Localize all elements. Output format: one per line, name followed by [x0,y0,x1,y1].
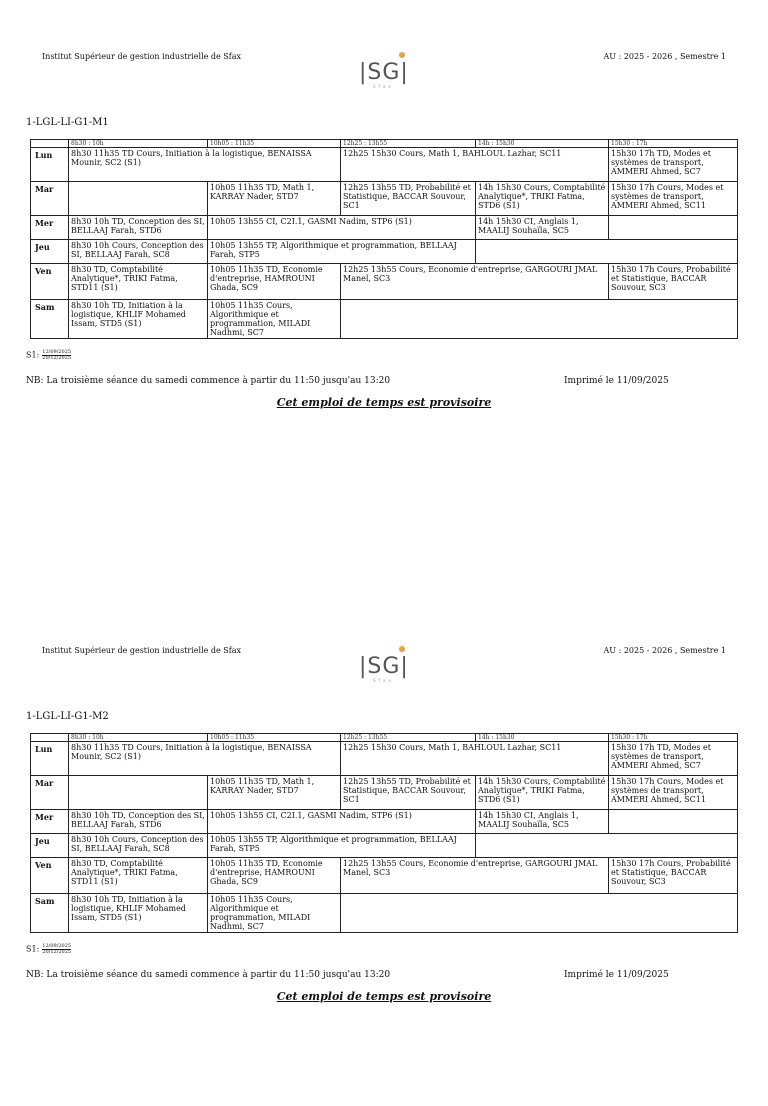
session-cell: 15h30 17h Cours, Probabilité et Statistique, BACCAR Souvour, SC3 [609,264,738,300]
slot-header-row: 8h30 : 10h 10h05 : 11h35 12h25 : 13h55 14h : 15h30 15h30 : 17h [31,734,738,742]
session-cell: 8h30 11h35 TD Cours, Initiation à la logistique, BENAISSA Mounir, SC2 (S1) [69,742,341,776]
group-title: 1-LGL-LI-G1-M2 [26,711,109,722]
session-cell: 8h30 10h Cours, Conception des SI, BELLAAJ Farah, SC8 [69,240,208,264]
session-cell: 10h05 11h35 Cours, Algorithmique et programmation, MILADI Nadhmi, SC7 [208,300,341,339]
row-jeu: Jeu 8h30 10h Cours, Conception des SI, BELLAAJ Farah, SC8 10h05 13h55 TP, Algorithmique et programmation, BELLAAJ Farah, STP5 [31,240,738,264]
row-ven: Ven 8h30 TD, Comptabilité Analytique*, TRIKI Fatma, STD11 (S1) 10h05 11h35 TD, Economie d'entreprise, HAMROUNI Ghada, SC9 12h25 13h55 Cours, Economie d'entreprise, GARGOURI JMAL Manel, SC3 15h30 17h Cours, Probabilité et Statistique, BACCAR Souvour, SC3 [31,858,738,894]
session-cell: 8h30 11h35 TD Cours, Initiation à la logistique, BENAISSA Mounir, SC2 (S1) [69,148,341,182]
isgis-logo: |SG| Sfax [359,650,409,684]
timetable-sheet-2 [0,594,768,1106]
provisional-notice: Cet emploi de temps est provisoire [276,990,492,1003]
row-mer: Mer 8h30 10h TD, Conception des SI, BELLAAJ Farah, STD6 10h05 13h55 CI, C2I.1, GASMI Nadim, STP6 (S1) 14h 15h30 CI, Anglais 1, MAALIJ Souhaïla, SC5 [31,216,738,240]
session-cell: 10h05 11h35 Cours, Algorithmique et programmation, MILADI Nadhmi, SC7 [208,894,341,933]
row-mar: Mar 10h05 11h35 TD, Math 1, KARRAY Nader, STD7 12h25 13h55 TD, Probabilité et Statistique, BACCAR Souvour, SC1 14h 15h30 Cours, Comptabilité Analytique*, TRIKI Fatma, STD6 (S1) 15h30 17h Cours, Modes et systèmes de transport, AMMERI Ahmed, SC11 [31,776,738,810]
session-cell: 14h 15h30 CI, Anglais 1, MAALIJ Souhaïla, SC5 [476,810,609,834]
session-cell: 10h05 13h55 TP, Algorithmique et programmation, BELLAAJ Farah, STP5 [208,240,476,264]
row-mar: Mar 10h05 11h35 TD, Math 1, KARRAY Nader, STD7 12h25 13h55 TD, Probabilité et Statistique, BACCAR Souvour, SC1 14h 15h30 Cours, Comptabilité Analytique*, TRIKI Fatma, STD6 (S1) 15h30 17h Cours, Modes et systèmes de transport, AMMERI Ahmed, SC11 [31,182,738,216]
session-cell: 10h05 11h35 TD, Math 1, KARRAY Nader, STD7 [208,182,341,216]
provisional-notice: Cet emploi de temps est provisoire [276,396,492,409]
row-sam: Sam 8h30 10h TD, Initiation à la logistique, KHLIF Mohamed Issam, STD5 (S1) 10h05 11h35 Cours, Algorithmique et programmation, MILADI Nadhmi, SC7 [31,300,738,339]
session-cell: 15h30 17h Cours, Probabilité et Statistique, BACCAR Souvour, SC3 [609,858,738,894]
row-ven: Ven 8h30 TD, Comptabilité Analytique*, TRIKI Fatma, STD11 (S1) 10h05 11h35 TD, Economie d'entreprise, HAMROUNI Ghada, SC9 12h25 13h55 Cours, Economie d'entreprise, GARGOURI JMAL Manel, SC3 15h30 17h Cours, Probabilité et Statistique, BACCAR Souvour, SC3 [31,264,738,300]
session-cell: 15h30 17h Cours, Modes et systèmes de transport, AMMERI Ahmed, SC11 [609,776,738,810]
session-cell: 10h05 13h55 TP, Algorithmique et programmation, BELLAAJ Farah, STP5 [208,834,476,858]
row-lun: Lun 8h30 11h35 TD Cours, Initiation à la logistique, BENAISSA Mounir, SC2 (S1) 12h25 15h30 Cours, Math 1, BAHLOUL Lazhar, SC11 15h30 17h TD, Modes et systèmes de transport, AMMERI Ahmed, SC7 [31,742,738,776]
session-cell: 14h 15h30 Cours, Comptabilité Analytique*, TRIKI Fatma, STD6 (S1) [476,182,609,216]
group-title: 1-LGL-LI-G1-M1 [26,117,109,128]
session-cell: 12h25 13h55 TD, Probabilité et Statistique, BACCAR Souvour, SC1 [341,776,476,810]
session-cell: 12h25 15h30 Cours, Math 1, BAHLOUL Lazhar, SC11 [341,742,609,776]
institute-name: Institut Supérieur de gestion industrielle de Sfax [42,52,242,61]
session-cell: 8h30 10h TD, Conception des SI, BELLAAJ Farah, STD6 [69,216,208,240]
note: NB: La troisième séance du samedi commence à partir du 11:50 jusqu'au 13:20 [26,376,391,386]
session-cell: 12h25 13h55 TD, Probabilité et Statistique, BACCAR Souvour, SC1 [341,182,476,216]
note: NB: La troisième séance du samedi commence à partir du 11:50 jusqu'au 13:20 [26,970,391,980]
semester-dates: S1: $\frac{12/09/2025}{20/12/2025}$ [26,943,72,955]
session-cell: 14h 15h30 CI, Anglais 1, MAALIJ Souhaïla, SC5 [476,216,609,240]
slot-header-row: 8h30 : 10h 10h05 : 11h35 12h25 : 13h55 14h : 15h30 15h30 : 17h [31,140,738,148]
session-cell: 15h30 17h Cours, Modes et systèmes de transport, AMMERI Ahmed, SC11 [609,182,738,216]
institute-name: Institut Supérieur de gestion industrielle de Sfax [42,646,242,655]
session-cell: 12h25 13h55 Cours, Economie d'entreprise, GARGOURI JMAL Manel, SC3 [341,858,609,894]
session-cell: 8h30 10h TD, Initiation à la logistique, KHLIF Mohamed Issam, STD5 (S1) [69,894,208,933]
academic-year: AU : 2025 - 2026 , Semestre 1 [603,646,726,655]
row-sam: Sam 8h30 10h TD, Initiation à la logistique, KHLIF Mohamed Issam, STD5 (S1) 10h05 11h35 Cours, Algorithmique et programmation, MILADI Nadhmi, SC7 [31,894,738,933]
session-cell: 12h25 13h55 Cours, Economie d'entreprise, GARGOURI JMAL Manel, SC3 [341,264,609,300]
session-cell: 10h05 11h35 TD, Math 1, KARRAY Nader, STD7 [208,776,341,810]
timetable-sheet-1 [0,0,768,512]
session-cell: 8h30 TD, Comptabilité Analytique*, TRIKI Fatma, STD11 (S1) [69,858,208,894]
row-jeu: Jeu 8h30 10h Cours, Conception des SI, BELLAAJ Farah, SC8 10h05 13h55 TP, Algorithmique et programmation, BELLAAJ Farah, STP5 [31,834,738,858]
printed-date: Imprimé le 11/09/2025 [564,970,669,980]
session-cell: 10h05 13h55 CI, C2I.1, GASMI Nadim, STP6 (S1) [208,810,476,834]
session-cell: 15h30 17h TD, Modes et systèmes de transport, AMMERI Ahmed, SC7 [609,148,738,182]
row-lun: Lun 8h30 11h35 TD Cours, Initiation à la logistique, BENAISSA Mounir, SC2 (S1) 12h25 15h30 Cours, Math 1, BAHLOUL Lazhar, SC11 15h30 17h TD, Modes et systèmes de transport, AMMERI Ahmed, SC7 [31,148,738,182]
printed-date: Imprimé le 11/09/2025 [564,376,669,386]
timetable [30,733,738,933]
semester-dates: S1: $\frac{12/09/2025}{20/12/2025}$ [26,349,72,361]
isgis-logo: |SG| Sfax [359,56,409,90]
session-cell: 15h30 17h TD, Modes et systèmes de transport, AMMERI Ahmed, SC7 [609,742,738,776]
session-cell: 12h25 15h30 Cours, Math 1, BAHLOUL Lazhar, SC11 [341,148,609,182]
session-cell: 8h30 10h Cours, Conception des SI, BELLAAJ Farah, SC8 [69,834,208,858]
session-cell: 10h05 13h55 CI, C2I.1, GASMI Nadim, STP6 (S1) [208,216,476,240]
session-cell: 10h05 11h35 TD, Economie d'entreprise, HAMROUNI Ghada, SC9 [208,858,341,894]
session-cell: 8h30 10h TD, Initiation à la logistique, KHLIF Mohamed Issam, STD5 (S1) [69,300,208,339]
session-cell: 8h30 10h TD, Conception des SI, BELLAAJ Farah, STD6 [69,810,208,834]
row-mer: Mer 8h30 10h TD, Conception des SI, BELLAAJ Farah, STD6 10h05 13h55 CI, C2I.1, GASMI Nadim, STP6 (S1) 14h 15h30 CI, Anglais 1, MAALIJ Souhaïla, SC5 [31,810,738,834]
session-cell: 8h30 TD, Comptabilité Analytique*, TRIKI Fatma, STD11 (S1) [69,264,208,300]
session-cell: 10h05 11h35 TD, Economie d'entreprise, HAMROUNI Ghada, SC9 [208,264,341,300]
session-cell: 14h 15h30 Cours, Comptabilité Analytique*, TRIKI Fatma, STD6 (S1) [476,776,609,810]
timetable [30,139,738,339]
academic-year: AU : 2025 - 2026 , Semestre 1 [603,52,726,61]
